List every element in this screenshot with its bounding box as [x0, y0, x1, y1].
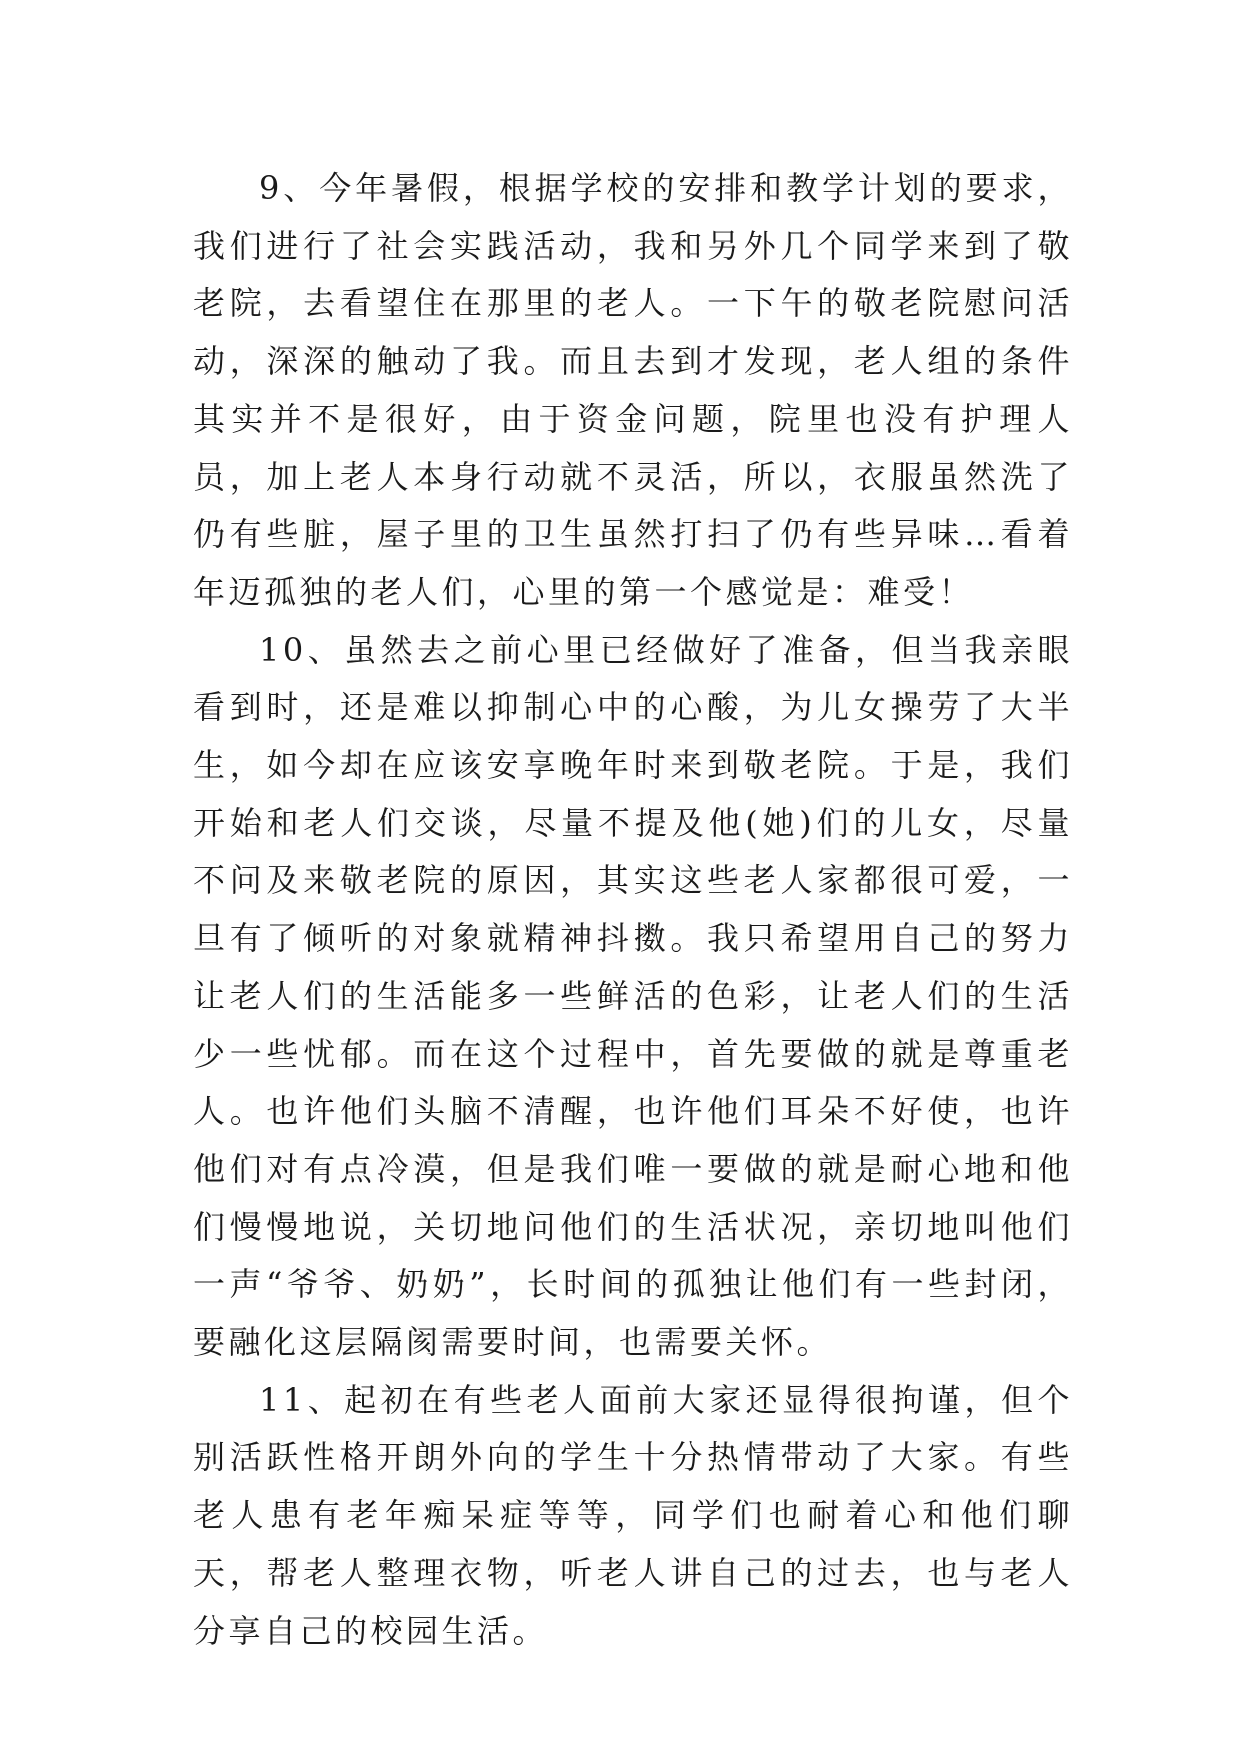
document-body [193, 160, 1073, 1660]
paragraph-9: 9、今年暑假，根据学校的安排和教学计划的要求，我们进行了社会实践活动，我和另外几个同学来到了敬老院，去看望住在那里的老人。一下午的敬老院慰问活动，深深的触动了我。而且去到才发现，老人组的条件其实并不是很好，由于资金问题，院里也没有护理人员，加上老人本身行动就不灵活，所以，衣服虽然洗了仍有些脏，屋子里的卫生虽然打扫了仍有些异味…看着年迈孤独的老人们，心里的第一个感觉是：难受！ [193, 169, 1073, 611]
paragraph-10: 10、虽然去之前心里已经做好了准备，但当我亲眼看到时，还是难以抑制心中的心酸，为儿女操劳了大半生，如今却在应该安享晚年时来到敬老院。于是，我们开始和老人们交谈，尽量不提及他(她)们的儿女，尽量不问及来敬老院的原因，其实这些老人家都很可爱，一旦有了倾听的对象就精神抖擞。我只希望用自己的努力让老人们的生活能多一些鲜活的色彩，让老人们的生活少一些忧郁。而在这个过程中，首先要做的就是尊重老人。也许他们头脑不清醒，也许他们耳朵不好使，也许他们对有点冷漠，但是我们唯一要做的就是耐心地和他们慢慢地说，关切地问他们的生活状况，亲切地叫他们一声“爷爷、奶奶”，长时间的孤独让他们有一些封闭，要融化这层隔阂需要时间，也需要关怀。 [193, 630, 1073, 1362]
paragraph-11: 11、起初在有些老人面前大家还显得很拘谨，但个别活跃性格开朗外向的学生十分热情带动了大家。有些老人患有老年痴呆症等等，同学们也耐着心和他们聊天，帮老人整理衣物，听老人讲自己的过去，也与老人分享自己的校园生活。 [193, 1380, 1073, 1650]
